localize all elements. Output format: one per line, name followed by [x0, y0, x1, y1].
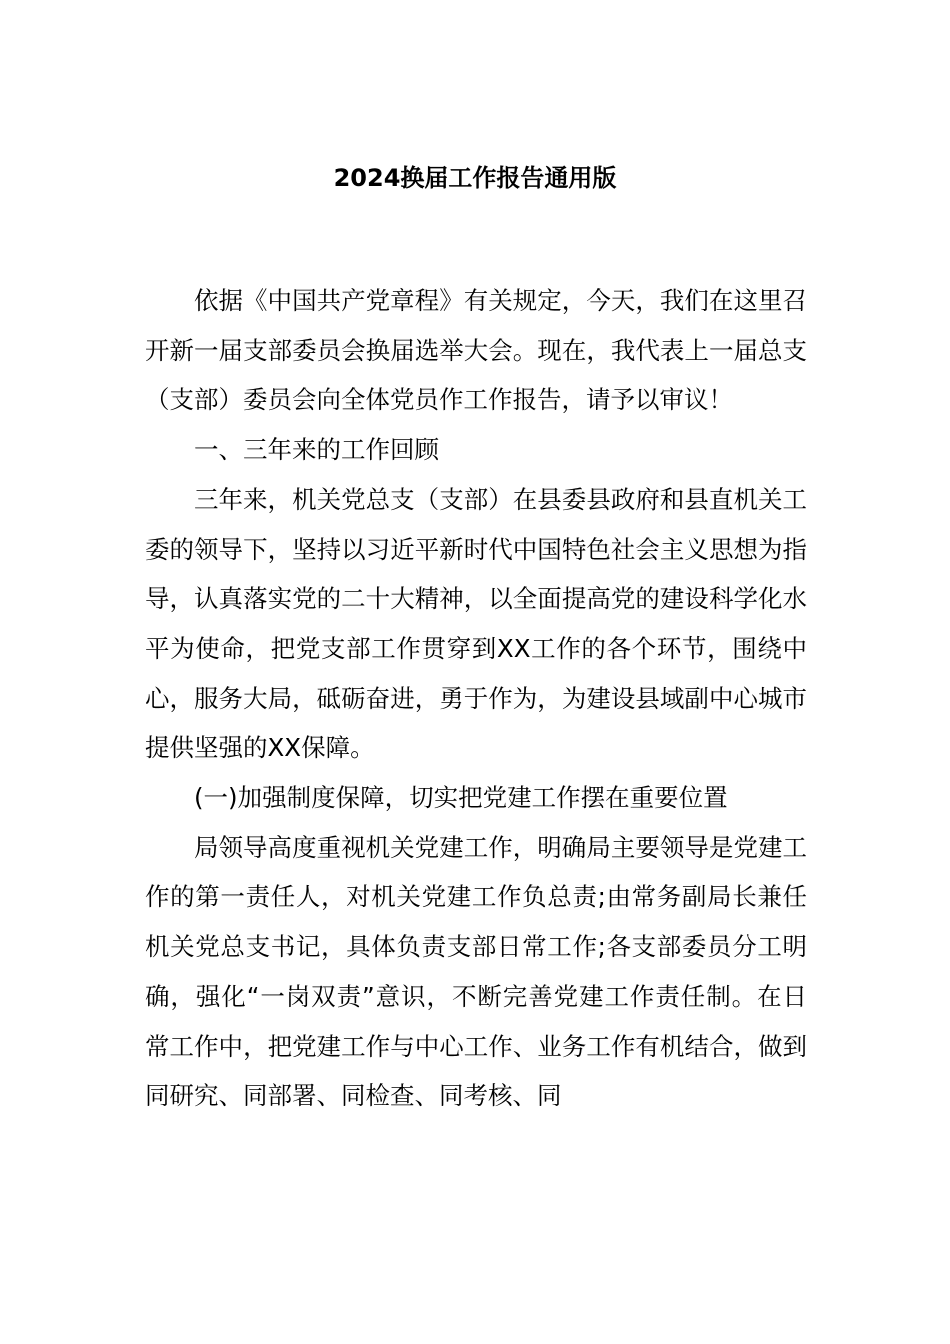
intro-paragraph: 依据《中国共产党章程》有关规定，今天，我们在这里召开新一届支部委员会换届选举大会。现在，我代表上一届总支（支部）委员会向全体党员作工作报告，请予以审议！	[145, 286, 807, 415]
subsection-heading-system: (一)加强制度保障，切实把党建工作摆在重要位置	[194, 783, 728, 813]
system-paragraph: 局领导高度重视机关党建工作，明确局主要领导是党建工作的第一责任人，对机关党建工作负总责;由常务副局长兼任机关党总支书记，具体负责支部日常工作;各支部委员分工明确，强化“一岗双责”意识，不断完善党建工作责任制。在日常工作中，把党建工作与中心工作、业务工作有机结合，做到同研究、同部署、同检查、同考核、同	[145, 832, 807, 1111]
document-body	[145, 276, 807, 1121]
review-paragraph: 三年来，机关党总支（支部）在县委县政府和县直机关工委的领导下，坚持以习近平新时代中国特色社会主义思想为指导，认真落实党的二十大精神，以全面提高党的建设科学化水平为使命，把党支部工作贯穿到XX工作的各个环节，围绕中心，服务大局，砥砺奋进，勇于作为，为建设县域副中心城市提供坚强的XX保障。	[145, 484, 807, 763]
section-heading-review: 一、三年来的工作回顾	[194, 435, 439, 465]
document-title: 2024换届工作报告通用版	[333, 164, 617, 192]
